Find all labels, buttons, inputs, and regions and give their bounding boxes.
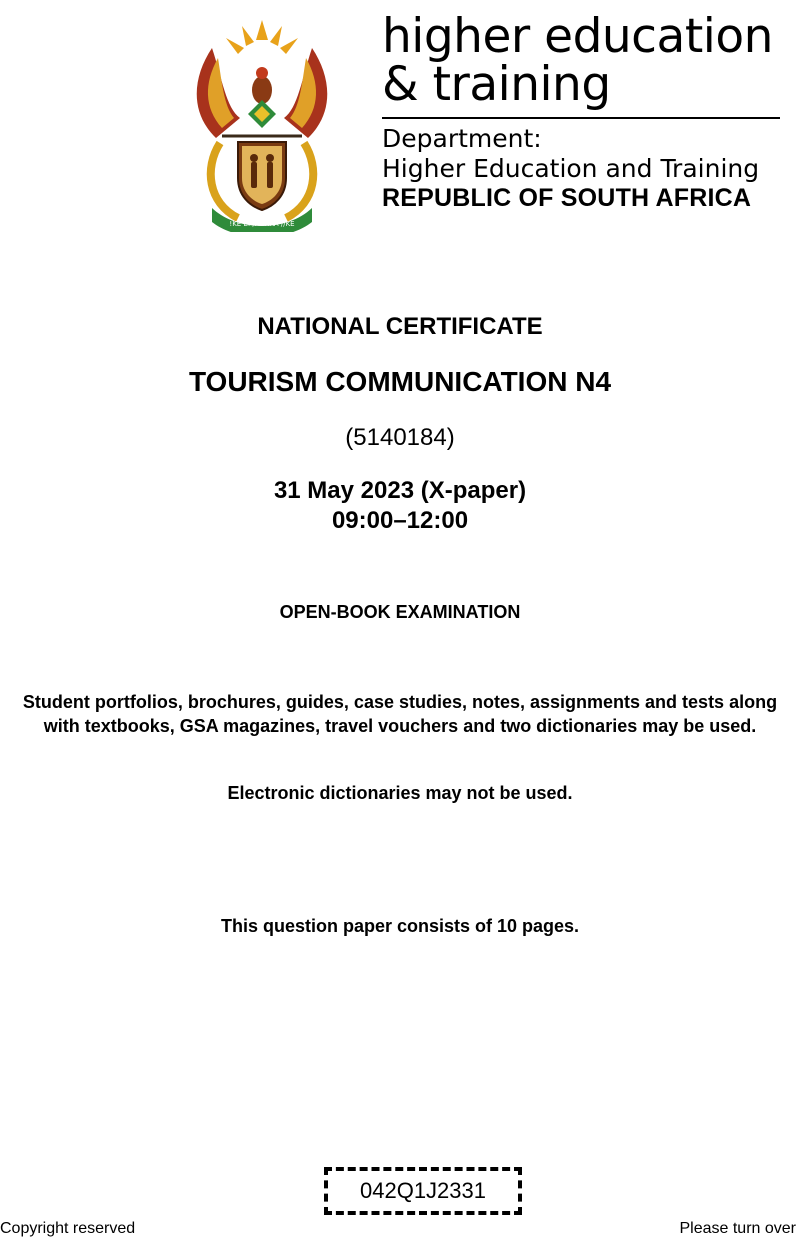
- header-rule: [382, 117, 780, 119]
- department-label: Department:: [382, 124, 542, 153]
- sun-rays: [226, 20, 298, 54]
- coat-of-arms-logo: [182, 18, 342, 232]
- page-count-note: This question paper consists of 10 pages.: [220, 916, 580, 936]
- country-name: REPUBLIC OF SOUTH AFRICA: [382, 184, 752, 212]
- paper-code: 042Q1J2331: [360, 1178, 486, 1203]
- exam-type: OPEN-BOOK EXAMINATION: [279, 602, 521, 622]
- exam-date: 31 May 2023 (X-paper): [273, 477, 527, 504]
- certificate-title: NATIONAL CERTIFICATE: [257, 313, 543, 340]
- department-name: Higher Education and Training: [382, 154, 760, 183]
- electronic-dictionary-note: Electronic dictionaries may not be used.: [227, 783, 573, 803]
- svg-text:!KE E: /XARRA //KE: !KE E: /XARRA //KE: [229, 220, 295, 228]
- copyright-note: Copyright reserved: [0, 1220, 136, 1237]
- turn-over-note: Please turn over: [679, 1220, 796, 1237]
- exam-time: 09:00–12:00: [331, 507, 469, 534]
- subject-code: (5140184): [345, 424, 455, 451]
- subject-title: TOURISM COMMUNICATION N4: [188, 366, 612, 397]
- paper-code-box: [324, 1167, 522, 1215]
- wordmark-line-1: higher education: [382, 9, 773, 64]
- permitted-materials: Student portfolios, brochures, guides, case studies, notes, assignments and tests along with textbooks, GSA magazines, travel vouchers and two dictionaries may be used.: [22, 692, 778, 736]
- wordmark-line-2: & training: [382, 57, 611, 112]
